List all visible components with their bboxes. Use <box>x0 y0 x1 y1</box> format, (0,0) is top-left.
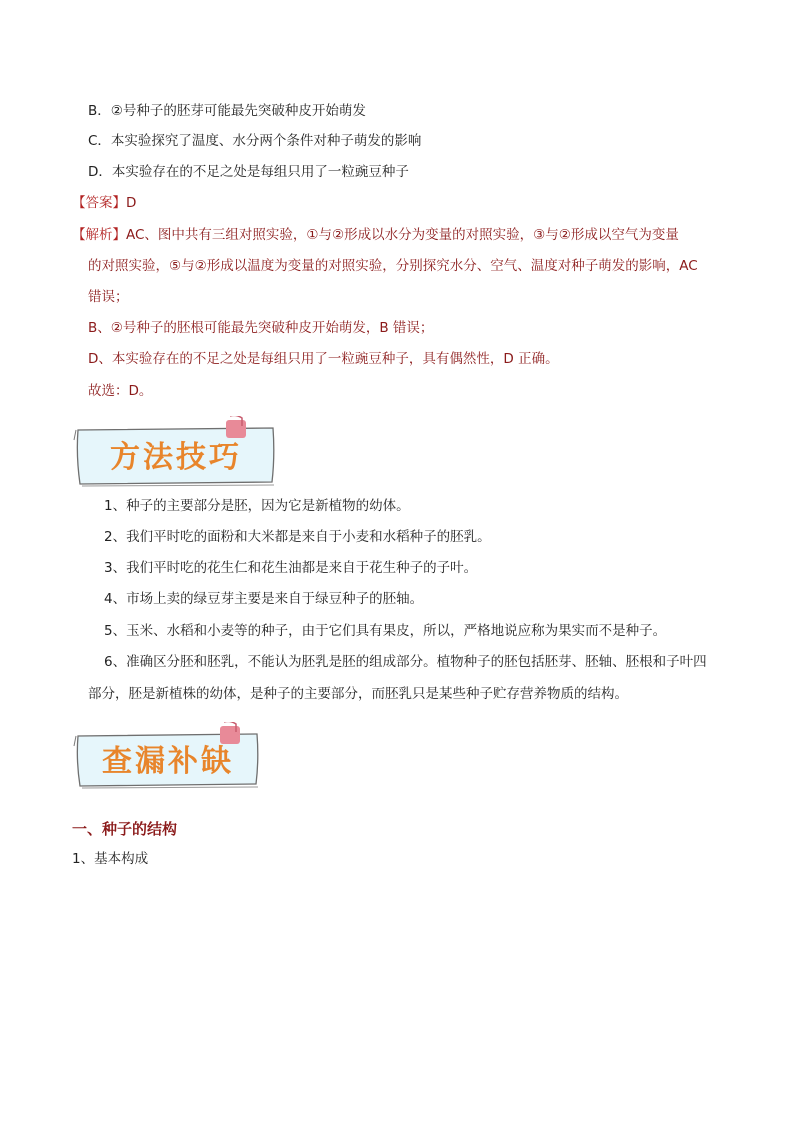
analysis-line-5: D、本实验存在的不足之处是每组只用了一粒豌豆种子，具有偶然性，D 正确。 <box>88 351 559 367</box>
method-tips-banner <box>72 416 280 492</box>
method-tips-title: 方法技巧 <box>110 440 242 475</box>
tip-4: 4、市场上卖的绿豆芽主要是来自于绿豆种子的胚轴。 <box>104 591 424 607</box>
option-d: D．本实验存在的不足之处是每组只用了一粒豌豆种子 <box>88 164 409 180</box>
analysis-line-3: 错误； <box>88 289 129 305</box>
fill-gaps-title: 查漏补缺 <box>102 744 234 779</box>
section-heading: 一、种子的结构 <box>72 820 178 838</box>
answer-line <box>72 193 136 213</box>
analysis-line-1 <box>72 225 679 245</box>
analysis-text-1: AC、图中共有三组对照实验，①与②形成以水分为变量的对照实验，③与②形成以空气为变量 <box>126 227 679 243</box>
answer-tag: 【答案】 <box>72 195 126 211</box>
answer-value: D <box>126 195 137 211</box>
analysis-tag: 【解析】 <box>72 227 126 243</box>
tip-2: 2、我们平时吃的面粉和大米都是来自于小麦和水稻种子的胚乳。 <box>104 529 491 545</box>
analysis-line-6: 故选：D。 <box>88 383 153 399</box>
tip-5: 5、玉米、水稻和小麦等的种子，由于它们具有果皮，所以，严格地说应称为果实而不是种子。 <box>104 623 667 639</box>
analysis-line-2: 的对照实验，⑤与②形成以温度为变量的对照实验，分别探究水分、空气、温度对种子萌发的影响，AC <box>88 258 698 274</box>
section-sub: 1、基本构成 <box>72 851 149 867</box>
option-b: B．②号种子的胚芽可能最先突破种皮开始萌发 <box>88 103 366 119</box>
option-c: C．本实验探究了温度、水分两个条件对种子萌发的影响 <box>88 133 422 149</box>
tip-6-continued: 部分，胚是新植株的幼体，是种子的主要部分，而胚乳只是某些种子贮存营养物质的结构。 <box>88 686 628 702</box>
tip-6: 6、准确区分胚和胚乳，不能认为胚乳是胚的组成部分。植物种子的胚包括胚芽、胚轴、胚根和子叶四 <box>104 654 707 670</box>
tip-3: 3、我们平时吃的花生仁和花生油都是来自于花生种子的子叶。 <box>104 560 478 576</box>
fill-gaps-banner <box>72 722 264 794</box>
analysis-line-4: B、②号种子的胚根可能最先突破种皮开始萌发，B 错误； <box>88 320 434 336</box>
tip-1: 1、种子的主要部分是胚，因为它是新植物的幼体。 <box>104 498 410 514</box>
